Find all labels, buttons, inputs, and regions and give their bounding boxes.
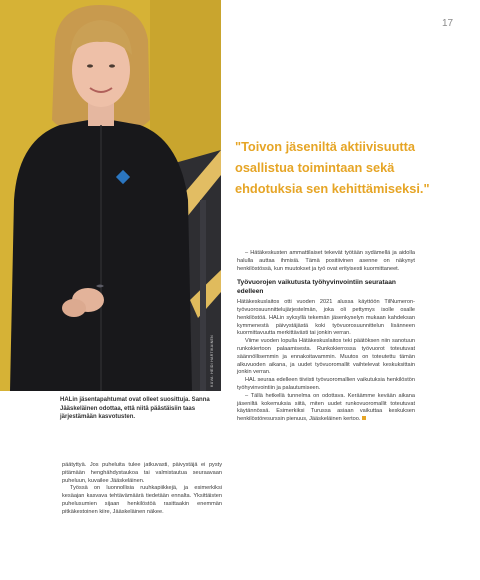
- paragraph: päätyttyä. Jos puheluita tulee jatkuvasti, päivystäjä ei pysty pitämään henghähdystaukoa tai valmistautua seuraavaan puheluun, kuvailee Jääskeläinen.: [62, 462, 222, 484]
- page-number: 17: [442, 18, 454, 29]
- photo-caption: HALin jäsentapahtumat ovat olleet suosittuja. Sanna Jääskeläinen odottaa, että niitä päästäisiin taas järjestämään kasvotusten.: [60, 397, 210, 421]
- article-column-left: [62, 462, 222, 517]
- paragraph: Hätäkeskuslaitos otti vuoden 2021 alussa käyttöön TilNumeron-työvuorosuunnittelujärjestelmän, joka oli pettymys isolle osalle henkilöstöä. HALin syksyllä tekemän jäsenkyselyn mukaan kahdeksan kymmenestä päivystäjästä koki työvuorosuunnittelun lisänneen kuormittavuutta merkittävästi tai jonkin verran.: [237, 299, 415, 337]
- section-subheading: Työvuorojen vaikutusta työhyvinvointiin seurataan edelleen: [237, 279, 396, 295]
- pull-quote: "Toivon jäseniltä aktiivisuutta osallistua toimintaan sekä ehdotuksia sen kehittämiseksi.": [235, 139, 430, 196]
- paragraph: Viime vuoden lopulla Hätäkeskuslaitos teki päätöksen niin sanotuun runkokiertoon palaamisesta. Runkokierrossa työvuorot toteutuvat säännöllisemmin ja ennakoitavammin. Muutos on toteutettu tämän alkuvuoden aikana, ja uudet työvuoromallit vaihtelevat keskuksittain jonkin verran.: [237, 338, 415, 376]
- paragraph-final-text: – Tällä hetkellä tunnelma on odottava. Keräämme kevään aikana jäseniltä kokemuksia siitä, miten uudet runkovuoromallit toteutuvat käytännössä. Esimerkiksi Turussa asiaan vaikuttaa keskuksen henkilöstöresurssin pienuus, Jääskeläinen kertoo.: [237, 392, 415, 423]
- photo-credit: KUVA: HEIDI HARTIKAINEN: [210, 335, 214, 387]
- article-column-right: [237, 250, 415, 424]
- portrait-illustration: [0, 0, 221, 391]
- portrait-photo: [0, 0, 221, 391]
- paragraph-intro: – Hätäkeskusten ammattilaiset tekevät työtään sydämellä ja aidolla halulla auttaa ihmisiä. Tämä positiivinen asenne on näkynyt henkilöstössä, kun muutokset ja työ ovat erityisesti kuormittaneet.: [237, 250, 415, 272]
- paragraph: HAL seuraa edelleen tiiviisti työvuoromallien vaikutuksia henkilöstön työhyvinvointiin ja palautumiseen.: [237, 377, 415, 391]
- paragraph-final: [237, 393, 415, 424]
- article-end-mark: [362, 416, 366, 420]
- paragraph: Työssä on luonnollisia ruuhkapiikkejä, ja esimerkiksi kesäajan kasvava tehtävämäärä tiedetään ennalta. Yksittäisten puhelusumien sijaan henkilöstöä rasittaakin enemmän pitkäkestoinen kiire, Jääskeläinen näkee.: [62, 485, 222, 515]
